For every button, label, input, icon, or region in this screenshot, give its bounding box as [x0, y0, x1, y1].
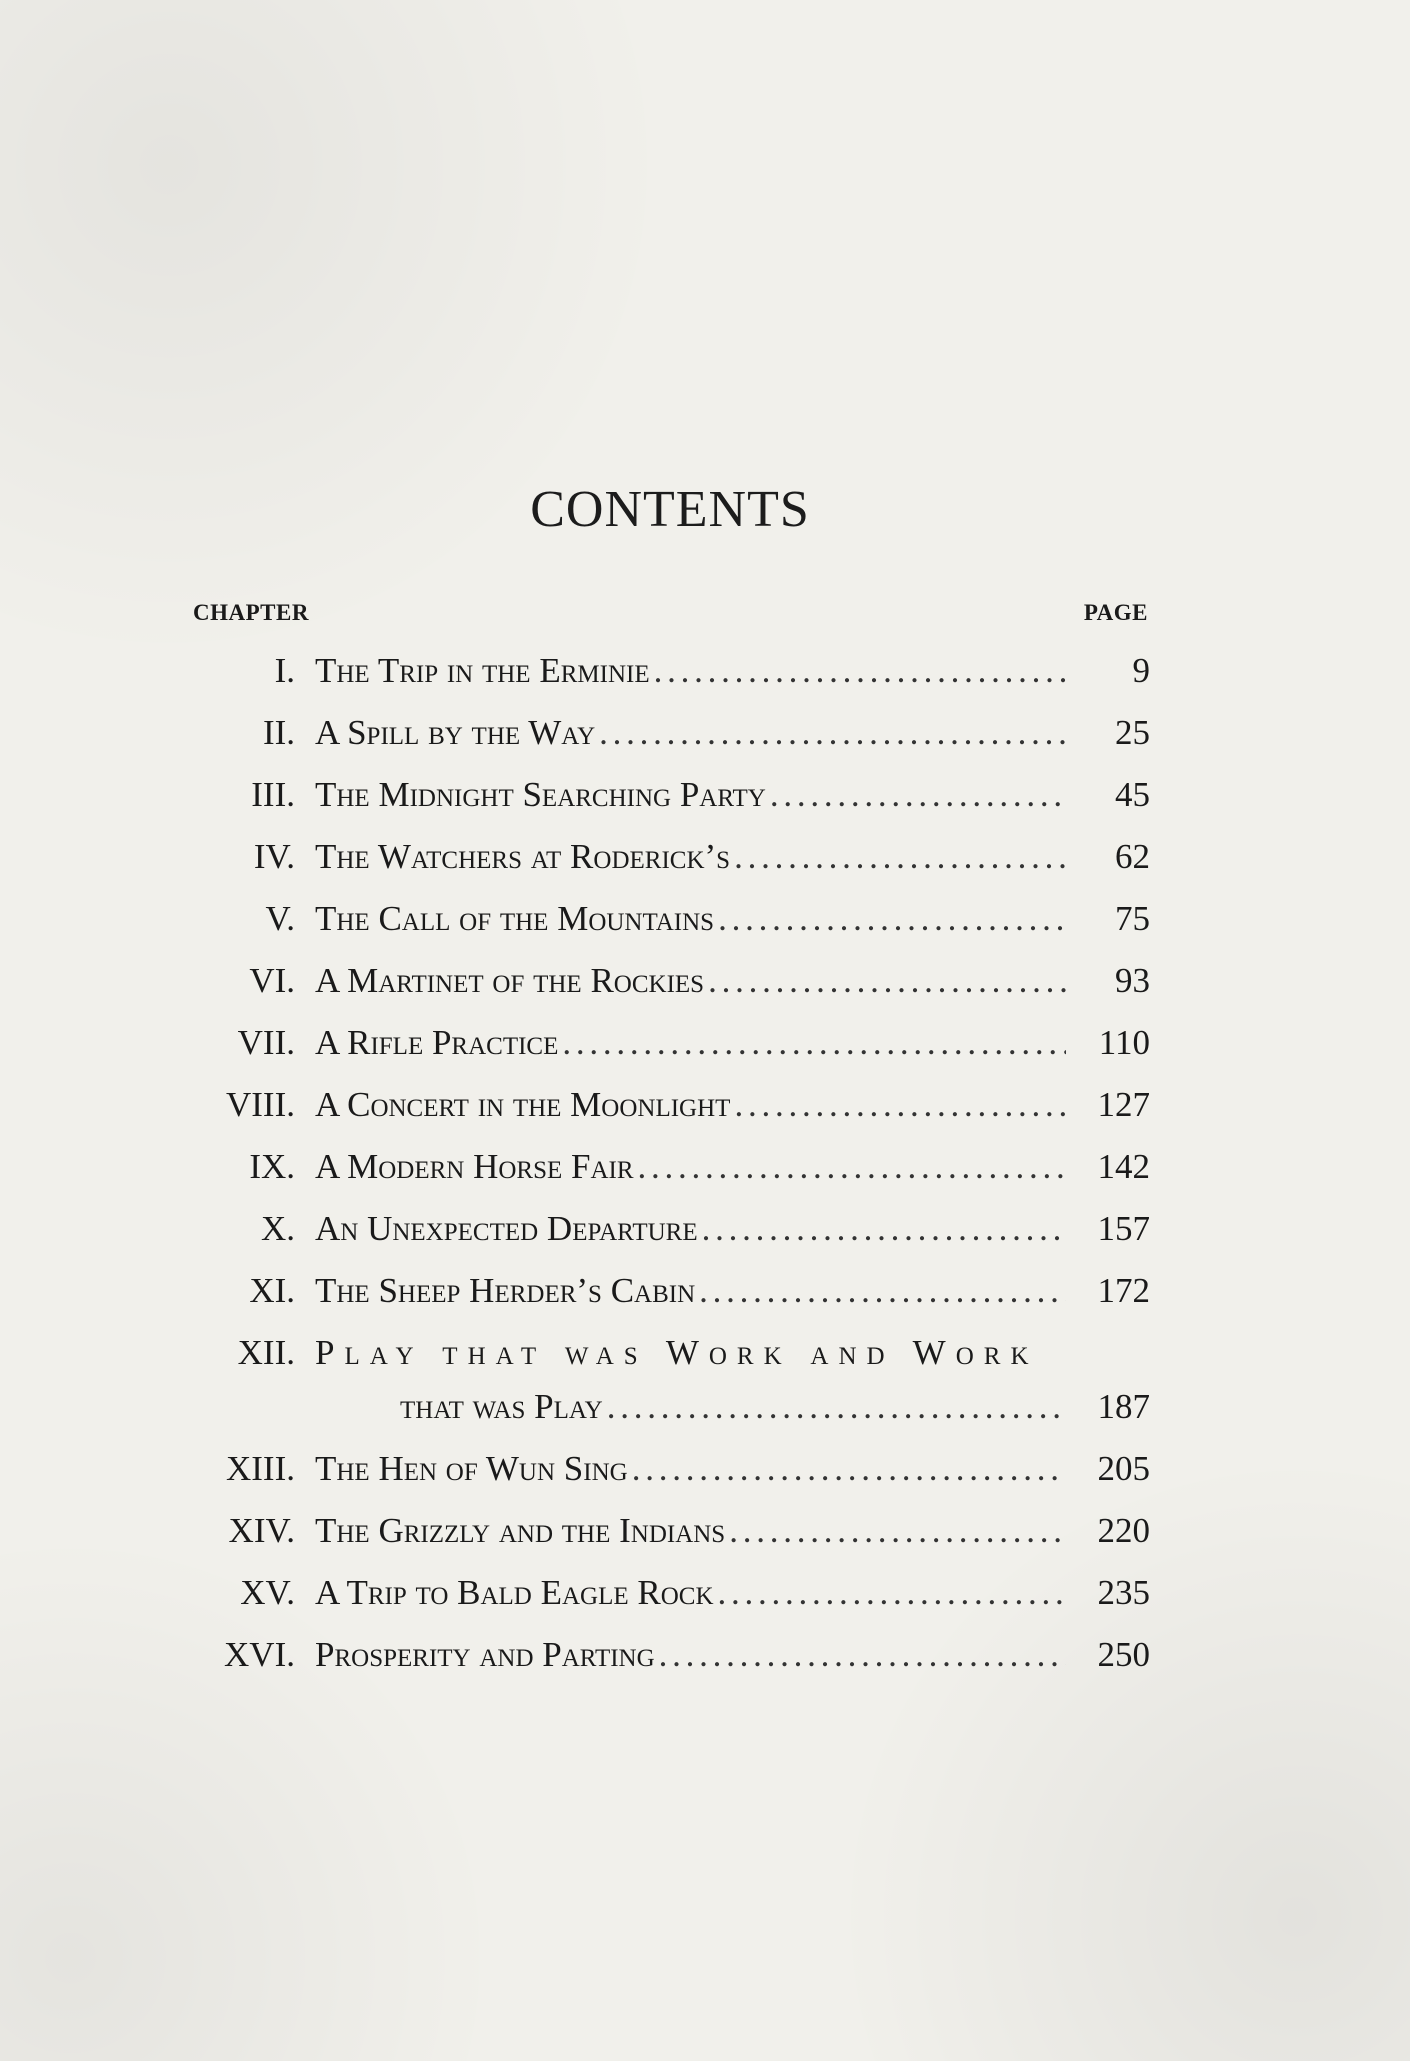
page-number: 235	[1097, 1573, 1150, 1612]
chapter-title: The Watchers at Roderick’s	[315, 837, 731, 876]
page-number: 127	[1097, 1085, 1150, 1124]
page-number: 93	[1115, 961, 1150, 1000]
dot-leader	[766, 764, 1066, 826]
dot-leader	[725, 1500, 1066, 1562]
chapter-number: XII.	[237, 1333, 295, 1372]
page-number: 45	[1115, 775, 1150, 814]
toc-entry	[190, 1012, 1150, 1074]
chapter-title: A Concert in the Moonlight	[315, 1085, 731, 1124]
chapter-number: II.	[262, 713, 295, 752]
chapter-number: XVI.	[224, 1635, 295, 1674]
chapter-title: A Rifle Practice	[315, 1023, 559, 1062]
dot-leader	[558, 1012, 1066, 1074]
chapter-title: The Hen of Wun Sing	[315, 1449, 628, 1488]
toc-entry	[190, 1074, 1150, 1136]
page-number: 187	[1097, 1387, 1150, 1426]
chapter-title: A Spill by the Way	[315, 713, 596, 752]
dot-leader	[603, 1376, 1066, 1438]
dot-leader	[730, 826, 1066, 888]
column-headers	[193, 600, 1148, 630]
toc-entry	[190, 888, 1150, 950]
toc-entry	[190, 1562, 1150, 1624]
chapter-title: A Modern Horse Fair	[315, 1147, 634, 1186]
dot-leader	[655, 1624, 1066, 1686]
page-number: 62	[1115, 837, 1150, 876]
page-number: 157	[1097, 1209, 1150, 1248]
page-number: 9	[1132, 651, 1150, 690]
chapter-title: The Trip in the Erminie	[315, 651, 650, 690]
page-number: 110	[1098, 1023, 1150, 1062]
chapter-title-continued: that was Play	[400, 1387, 603, 1426]
page-number: 142	[1097, 1147, 1150, 1186]
chapter-number: V.	[265, 899, 295, 938]
chapter-title: The Grizzly and the Indians	[315, 1511, 726, 1550]
chapter-title: Play that was Work and Work	[315, 1333, 1039, 1372]
chapter-number: VIII.	[226, 1085, 295, 1124]
table-of-contents	[190, 640, 1150, 1686]
toc-entry	[190, 1500, 1150, 1562]
dot-leader	[628, 1438, 1066, 1500]
toc-entry	[190, 1624, 1150, 1686]
dot-leader	[730, 1074, 1066, 1136]
dot-leader	[714, 1562, 1066, 1624]
chapter-title: An Unexpected Departure	[315, 1209, 698, 1248]
chapter-title: A Trip to Bald Eagle Rock	[315, 1573, 714, 1612]
chapter-number: X.	[260, 1209, 295, 1248]
dot-leader	[704, 950, 1066, 1012]
chapter-number: VII.	[237, 1023, 295, 1062]
dot-leader	[695, 1260, 1066, 1322]
chapter-number: VI.	[249, 961, 295, 1000]
chapter-number: XIII.	[226, 1449, 295, 1488]
dot-leader	[698, 1198, 1066, 1260]
toc-entry	[190, 950, 1150, 1012]
dot-leader	[634, 1136, 1066, 1198]
chapter-title: The Call of the Mountains	[315, 899, 715, 938]
chapter-number: XV.	[240, 1573, 295, 1612]
toc-entry	[190, 1198, 1150, 1260]
chapter-title: The Sheep Herder’s Cabin	[315, 1271, 696, 1310]
chapter-title: Prosperity and Parting	[315, 1635, 655, 1674]
chapter-header: CHAPTER	[193, 600, 309, 625]
toc-entry	[190, 640, 1150, 702]
page-number: 205	[1097, 1449, 1150, 1488]
chapter-number: IX.	[249, 1147, 295, 1186]
page-number: 220	[1097, 1511, 1150, 1550]
chapter-title: The Midnight Searching Party	[315, 775, 766, 814]
dot-leader	[714, 888, 1066, 950]
chapter-number: XI.	[249, 1271, 295, 1310]
toc-entry	[190, 1260, 1150, 1322]
chapter-title: A Martinet of the Rockies	[315, 961, 705, 1000]
toc-entry	[190, 702, 1150, 764]
chapter-number: XIV.	[228, 1511, 295, 1550]
page-header: PAGE	[1083, 600, 1148, 625]
page-number: 25	[1115, 713, 1150, 752]
dot-leader	[595, 702, 1066, 764]
chapter-number: I.	[274, 651, 295, 690]
chapter-number: III.	[251, 775, 295, 814]
toc-entry	[190, 1322, 1150, 1438]
dot-leader	[650, 640, 1066, 702]
toc-entry	[190, 1438, 1150, 1500]
page-number: 250	[1097, 1635, 1150, 1674]
toc-entry	[190, 1136, 1150, 1198]
page-title: CONTENTS	[530, 481, 810, 538]
toc-entry	[190, 764, 1150, 826]
toc-entry	[190, 826, 1150, 888]
chapter-number: IV.	[253, 837, 295, 876]
page-number: 75	[1115, 899, 1150, 938]
page-number: 172	[1097, 1271, 1150, 1310]
